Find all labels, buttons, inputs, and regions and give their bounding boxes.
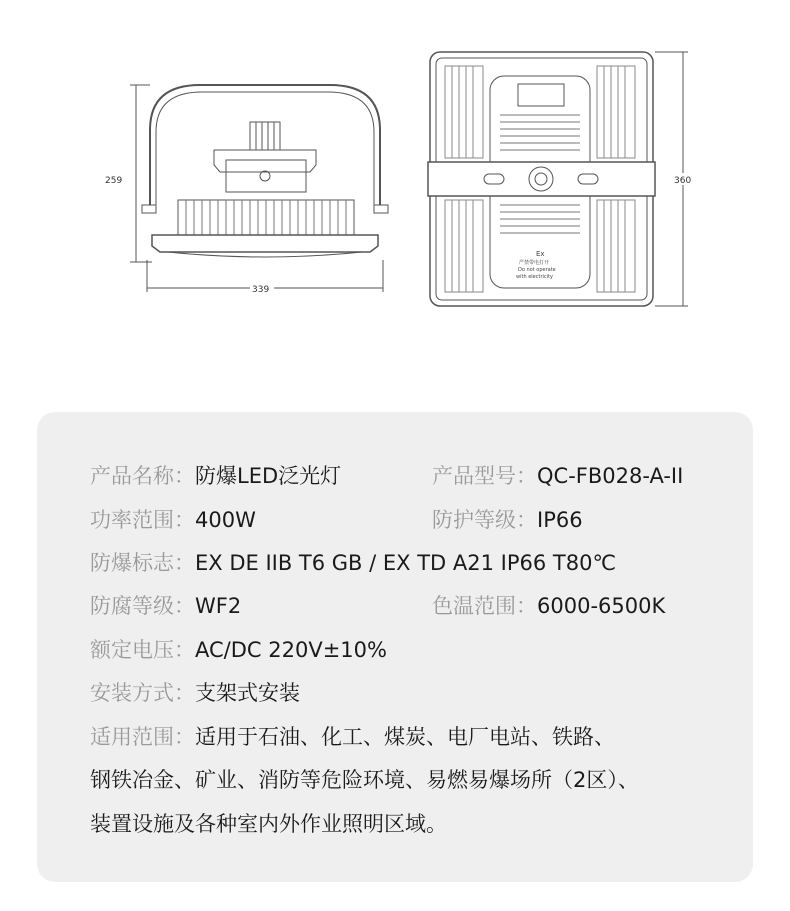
spec-label: 防爆标志：: [90, 551, 195, 575]
spec-row-application: [90, 724, 615, 750]
spec-label: 防腐等级：: [90, 594, 195, 618]
spec-row-corrosion: [90, 593, 241, 619]
spec-label: 产品名称：: [90, 464, 195, 488]
spec-row-voltage: [90, 637, 387, 663]
spec-label: 功率范围：: [90, 508, 195, 532]
spec-value: 400W: [195, 508, 256, 532]
front-height-label: 360: [674, 176, 692, 186]
spec-value: EX DE IIB T6 GB / EX TD A21 IP66 T80℃: [195, 551, 617, 575]
spec-row-cct: [432, 593, 665, 619]
side-width-label: 339: [252, 285, 270, 295]
spec-value: QC-FB028-A-II: [537, 464, 684, 488]
spec-label: 额定电压：: [90, 638, 195, 662]
spec-label: 防护等级：: [432, 508, 537, 532]
spec-label: 色温范围：: [432, 594, 537, 618]
spec-value: IP66: [537, 508, 583, 532]
spec-value: WF2: [195, 594, 242, 618]
spec-row-ip: [432, 507, 583, 533]
spec-application-continued: 钢铁冶金、矿业、消防等危险环境、易燃易爆场所（2区）、: [90, 768, 639, 792]
spec-row-ex-mark: [90, 550, 616, 576]
spec-value: AC/DC 220V±10%: [195, 638, 387, 662]
side-height-label: 259: [105, 176, 123, 186]
plate-warning-en-2: with electricity: [516, 274, 553, 280]
spec-value: 6000-6500K: [537, 594, 666, 618]
spec-value: 适用于石油、化工、煤炭、电厂电站、铁路、: [195, 725, 615, 749]
spec-label: 安装方式：: [90, 681, 195, 705]
plate-warning-en-1: Do not operate: [518, 267, 556, 273]
side-view-drawing: [130, 85, 388, 292]
spec-label: 产品型号：: [432, 464, 537, 488]
spec-row-mount: [90, 680, 300, 706]
spec-value: 防爆LED泛光灯: [195, 464, 342, 488]
plate-warning-cn: 严禁带电打开: [519, 260, 550, 266]
plate-ex-mark: Ex: [536, 250, 545, 258]
spec-label: 适用范围：: [90, 725, 195, 749]
spec-value: 支架式安装: [195, 681, 300, 705]
front-view-drawing: [428, 52, 688, 306]
technical-drawing: [0, 0, 790, 360]
spec-row-power: [90, 507, 256, 533]
spec-row-model: [432, 463, 683, 489]
spec-application-continued: 装置设施及各种室内外作业照明区域。: [90, 812, 447, 836]
spec-row-name: [90, 463, 341, 489]
